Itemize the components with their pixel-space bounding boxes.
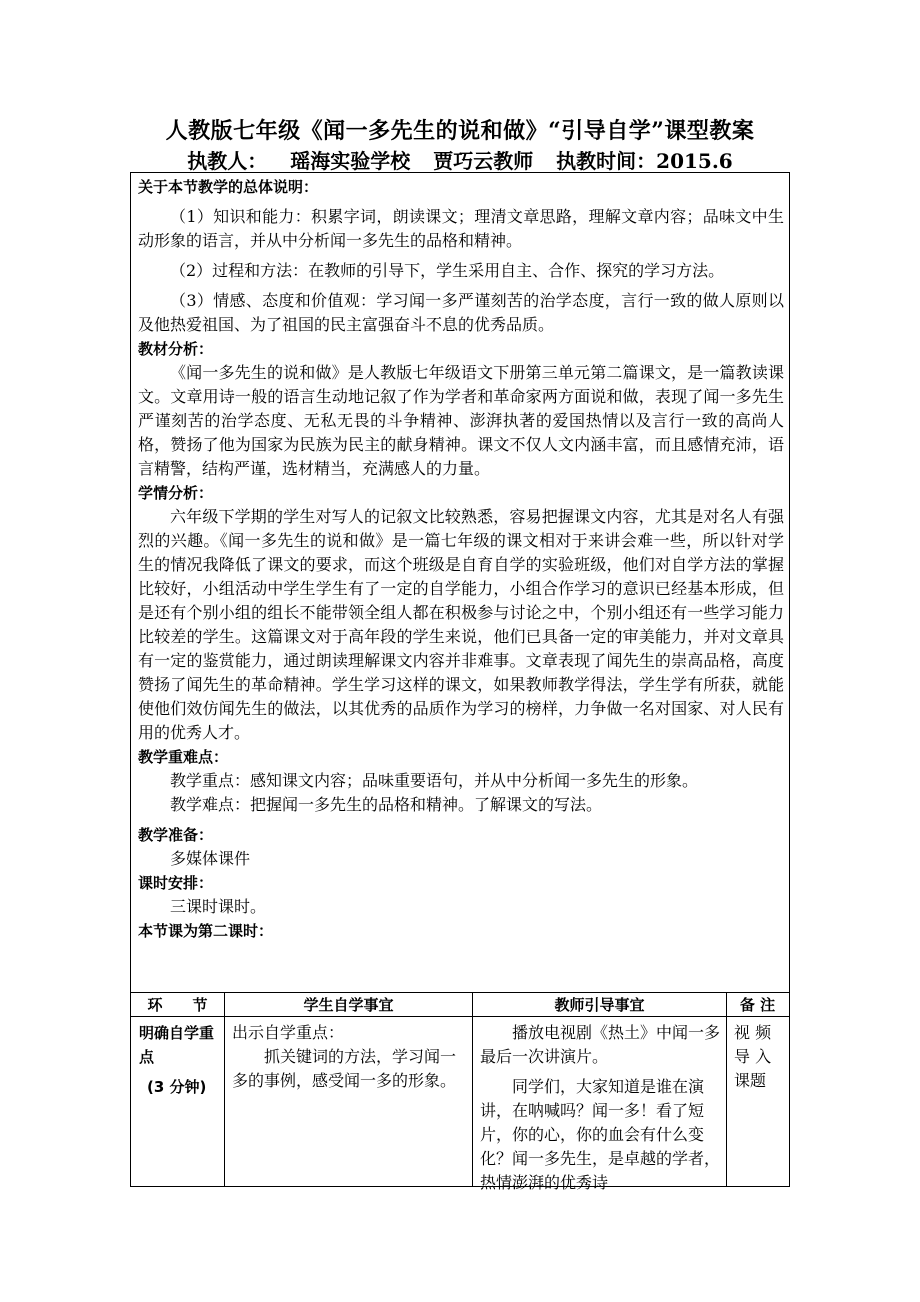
schedule-heading: 课时安排： xyxy=(138,874,214,892)
student-text: 六年级下学期的学生对写人的记叙文比较熟悉，容易把握课文内容，尤其是对名人有强烈的兴趣。《闻一多先生的说和做》是一篇七年级的课文相对于来讲会难一些，所以针对学生的情况我降低了课文的要求，而这个班级是自育自学的实验班级，他们对自学方法的掌握比较好，小组活动中学生学生有了一定的自学能力，小组合作学习的意识已经基本形成，但是还有个别小组的组长不能带领全组人都在积极参与讨论之中，个别小组还有一些学习能力比较差的学生。这篇课文对于高年段的学生来说，他们已具备一定的审美能力，并对文章具有一定的鉴赏能力，通过朗读理解课文内容并非难事。文章表现了闻先生的崇高品格，高度赞扬了闻先生的革命精神。学生学习这样的课文，如果教师教学得法，学生学有所获，就能使他们效仿闻先生的做法，以其优秀的品质作为学习的榜样，力争做一名对国家、对人民有用的优秀人才。 xyxy=(138,507,784,742)
key-point: 教学重点：感知课文内容；品味重要语句，并从中分析闻一多先生的形象。 xyxy=(170,771,699,790)
header-stage: 环 节 xyxy=(147,996,208,1014)
table-row xyxy=(139,1021,219,1099)
document-subtitle xyxy=(0,145,920,174)
teacher-para-1: 播放电视剧《热土》中闻一多最后一次讲演片。 xyxy=(480,1023,721,1066)
overall-heading: 关于本节教学的总体说明： xyxy=(138,178,319,196)
intro-section xyxy=(138,175,784,943)
header-note: 备 注 xyxy=(739,996,776,1014)
goal-emotion: （3）情感、态度和价值观：学习闻一多严谨刻苦的治学态度，言行一致的做人原则以及他热爱祖国、为了祖国的民主富强奋斗不息的优秀品质。 xyxy=(138,291,784,334)
column-divider xyxy=(726,992,727,1186)
key-heading: 教学重难点： xyxy=(138,748,229,766)
material-text: 《闻一多先生的说和做》是人教版七年级语文下册第三单元第二篇课文，是一篇教读课文。文章用诗一般的语言生动地记叙了作为学者和革命家两方面说和做，表现了闻一多先生严谨刻苦的治学态度、无私无畏的斗争精神、澎湃执著的爱国热情以及言行一致的高尚人格，赞扬了他为国家为民族为民主的献身精神。课文不仅人文内涵丰富，而且感情充沛，语言精警，结构严谨，选材精当，充满感人的力量。 xyxy=(138,363,784,478)
lesson-plan-frame xyxy=(130,172,790,1192)
teacher-para-2: 同学们，大家知道是谁在演讲，在呐喊吗？闻一多！看了短片，你的心，你的血会有什么变化？闻一多先生，是卓越的学者，热情澎湃的优秀诗 xyxy=(480,1077,721,1192)
prep-heading: 教学准备： xyxy=(138,826,214,844)
document-title: 人教版七年级《闻一多先生的说和做》“引导自学”课型教案 xyxy=(165,118,755,144)
school-name: 瑶海实验学校 xyxy=(290,149,411,173)
student-instruction: 出示自学重点： xyxy=(232,1023,345,1042)
prep-text: 多媒体课件 xyxy=(170,849,251,868)
header-teacher: 教师引导事宜 xyxy=(554,996,645,1014)
difficult-point: 教学难点：把握闻一多先生的品格和精神。了解课文的写法。 xyxy=(170,795,603,814)
material-heading: 教材分析： xyxy=(138,340,214,358)
schedule-text: 三课时课时。 xyxy=(170,897,267,916)
goal-process: （2）过程和方法：在教师的引导下，学生采用自主、合作、探究的学习方法。 xyxy=(170,261,725,280)
student-detail: 抓关键词的方法，学习闻一多的事例，感受闻一多的形象。 xyxy=(232,1047,457,1090)
teacher-cell xyxy=(480,1021,720,1195)
teaching-time: 执教时间：2015.6 xyxy=(556,149,733,173)
student-heading: 学情分析： xyxy=(138,484,214,502)
stage-duration: (3 分钟) xyxy=(147,1078,207,1096)
teacher-name: 贾巧云教师 xyxy=(433,149,534,173)
column-divider xyxy=(472,992,473,1186)
student-cell xyxy=(232,1021,468,1093)
column-divider xyxy=(224,992,225,1186)
note-cell: 视 频 导 入 课题 xyxy=(734,1023,772,1090)
lesson-heading: 本节课为第二课时： xyxy=(138,922,274,940)
stage-name: 明确自学重点 xyxy=(139,1024,215,1066)
goal-knowledge: （1）知识和能力：积累字词，朗读课文；理清文章思路，理解文章内容；品味文中生动形象的语言，并从中分析闻一多先生的品格和精神。 xyxy=(138,207,784,250)
teacher-label: 执教人： xyxy=(187,149,268,173)
header-student: 学生自学事宜 xyxy=(303,996,394,1014)
